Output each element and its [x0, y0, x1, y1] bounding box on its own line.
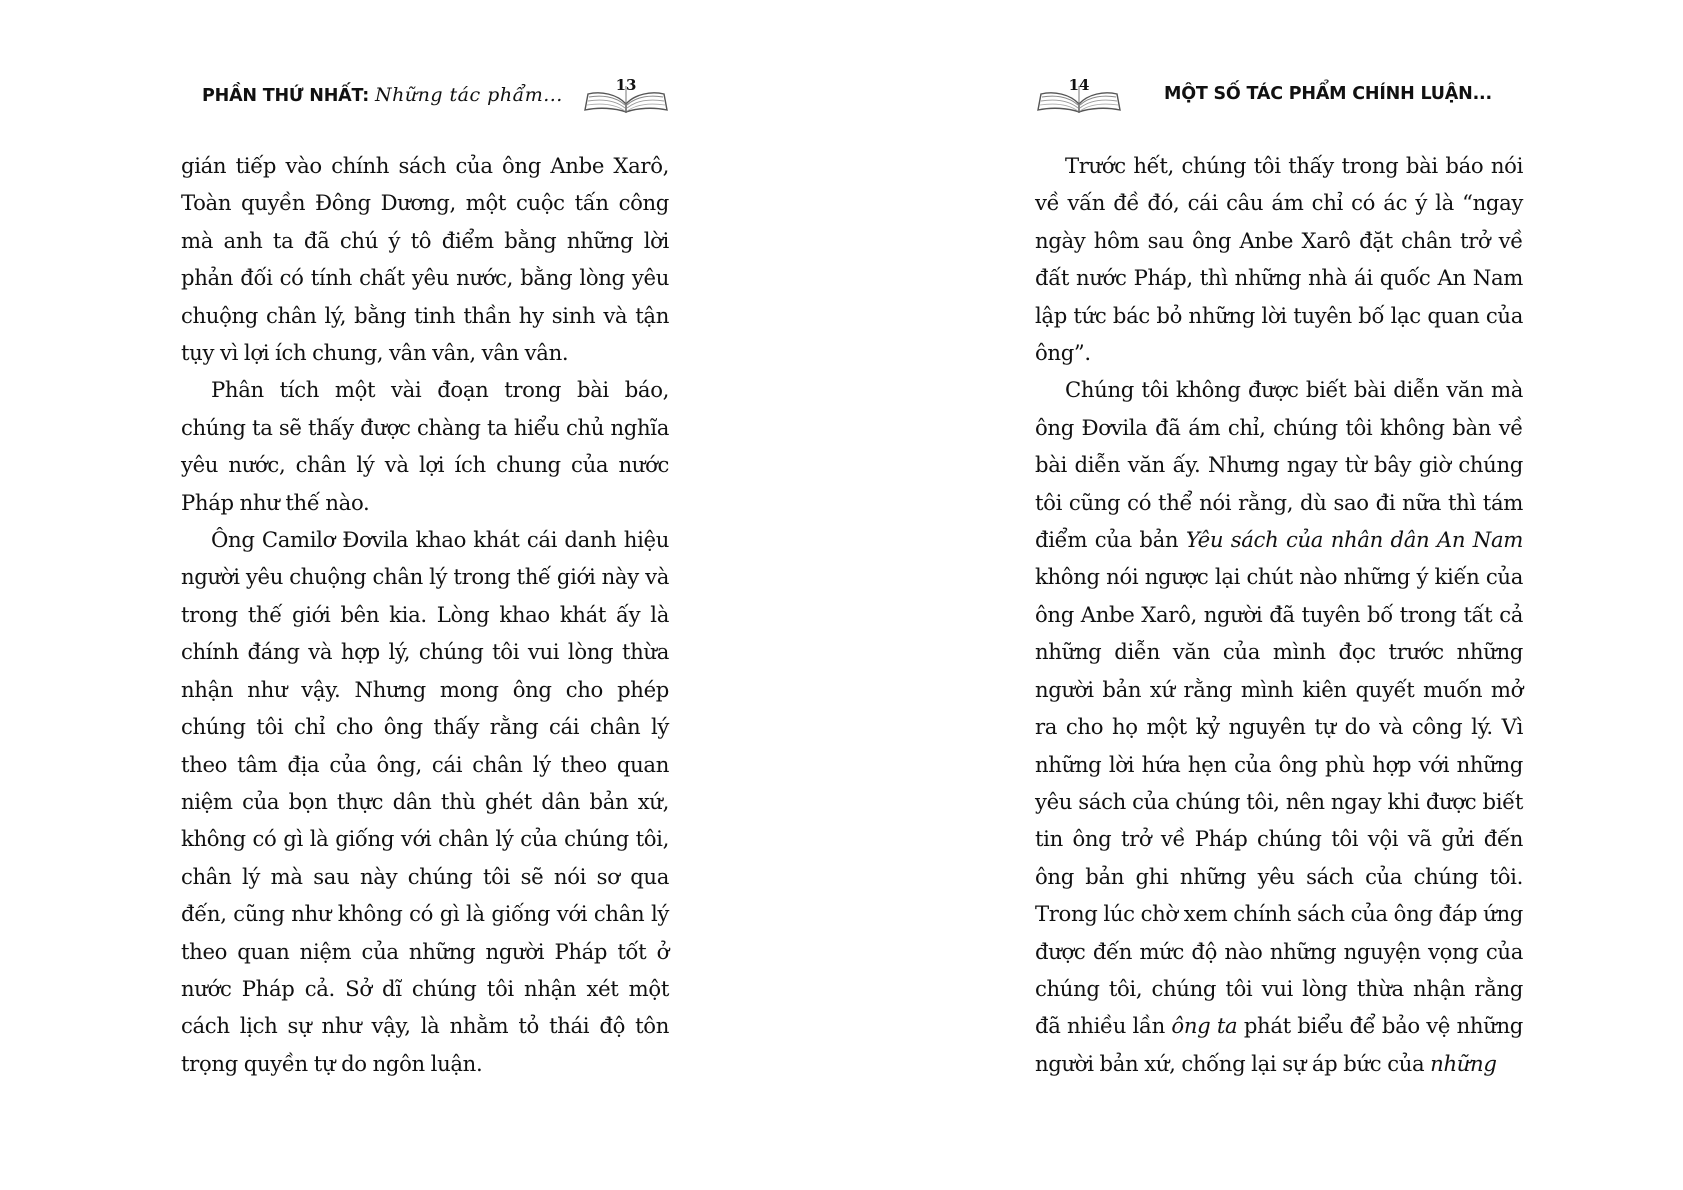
left-header-bold: PHẦN THỨ NHẤT:: [202, 86, 370, 106]
left-running-head: [0, 74, 841, 114]
italic-nhung: những: [1430, 1050, 1497, 1076]
open-book-icon: [1036, 74, 1122, 114]
right-page-number: 14: [1068, 76, 1090, 94]
open-book-icon: [583, 74, 669, 114]
left-page: [0, 0, 841, 1190]
right-paragraph-2: [1035, 371, 1523, 1082]
left-page-number: 13: [615, 76, 637, 94]
italic-title-yeu-sach: Yêu sách của nhân dân An Nam: [1185, 527, 1524, 553]
right-text-column: [1035, 147, 1523, 1082]
italic-ong-ta: ông ta: [1171, 1013, 1238, 1039]
right-running-head: [841, 74, 1683, 114]
right-header-title: MỘT SỐ TÁC PHẨM CHÍNH LUẬN...: [1164, 84, 1492, 104]
text-run: Chúng tôi không được biết bài diễn văn mà ông Đơvila đã ám chỉ, chúng tôi không bàn về bài diễn văn ấy. Nhưng ngay từ bây giờ chúng tôi cũng có thể nói rằng, dù sao đi nữa thì tám điểm của bản: [1035, 377, 1523, 553]
left-paragraph-2: Phân tích một vài đoạn trong bài báo, chúng ta sẽ thấy được chàng ta hiểu chủ nghĩa yêu nước, chân lý và lợi ích chung của nước Pháp như thế nào.: [181, 377, 669, 515]
right-page: [841, 0, 1683, 1190]
left-header-script: Những tác phẩm...: [374, 84, 563, 106]
right-paragraph-1: Trước hết, chúng tôi thấy trong bài báo nói về vấn đề đó, cái câu ám chỉ có ác ý là “ngay ngày hôm sau ông Anbe Xarô đặt chân trở về đất nước Pháp, thì những nhà ái quốc An Nam lập tức bác bỏ những lời tuyên bố lạc quan của ông”.: [1035, 153, 1523, 366]
left-paragraph-3: Ông Camilơ Đơvila khao khát cái danh hiệu người yêu chuộng chân lý trong thế giới này và trong thế giới bên kia. Lòng khao khát ấy là chính đáng và hợp lý, chúng tôi vui lòng thừa nhận như vậy. Nhưng mong ông cho phép chúng tôi chỉ cho ông thấy rằng cái chân lý theo tâm địa của ông, cái chân lý theo quan niệm của bọn thực dân thù ghét dân bản xứ, không có gì là giống với chân lý của chúng tôi, chân lý mà sau này chúng tôi sẽ nói sơ qua đến, cũng như không có gì là giống với chân lý theo quan niệm của những người Pháp tốt ở nước Pháp cả. Sở dĩ chúng tôi nhận xét một cách lịch sự như vậy, là nhằm tỏ thái độ tôn trọng quyền tự do ngôn luận.: [181, 527, 669, 1076]
text-run: phát biểu để bảo vệ những người bản xứ, chống lại sự áp bức của: [1035, 1013, 1524, 1076]
left-paragraph-1: gián tiếp vào chính sách của ông Anbe Xarô, Toàn quyền Đông Dương, một cuộc tấn công mà anh ta đã chú ý tô điểm bằng những lời phản đối có tính chất yêu nước, bằng lòng yêu chuộng chân lý, bằng tinh thần hy sinh và tận tụy vì lợi ích chung, vân vân, vân vân.: [181, 153, 669, 366]
left-header-title: [202, 84, 563, 106]
text-run: không nói ngược lại chút nào những ý kiến của ông Anbe Xarô, người đã tuyên bố trong tất cả những diễn văn của mình đọc trước những người bản xứ rằng mình kiên quyết muốn mở ra cho họ một kỷ nguyên tự do và công lý. Vì những lời hứa hẹn của ông phù hợp với những yêu sách của chúng tôi, nên ngay khi được biết tin ông trở về Pháp chúng tôi vội vã gửi đến ông bản ghi những yêu sách của chúng tôi. Trong lúc chờ xem chính sách của ông đáp ứng được đến mức độ nào những nguyện vọng của chúng tôi, chúng tôi vui lòng thừa nhận rằng đã nhiều lần: [1035, 564, 1523, 1039]
left-text-column: [181, 147, 669, 1082]
